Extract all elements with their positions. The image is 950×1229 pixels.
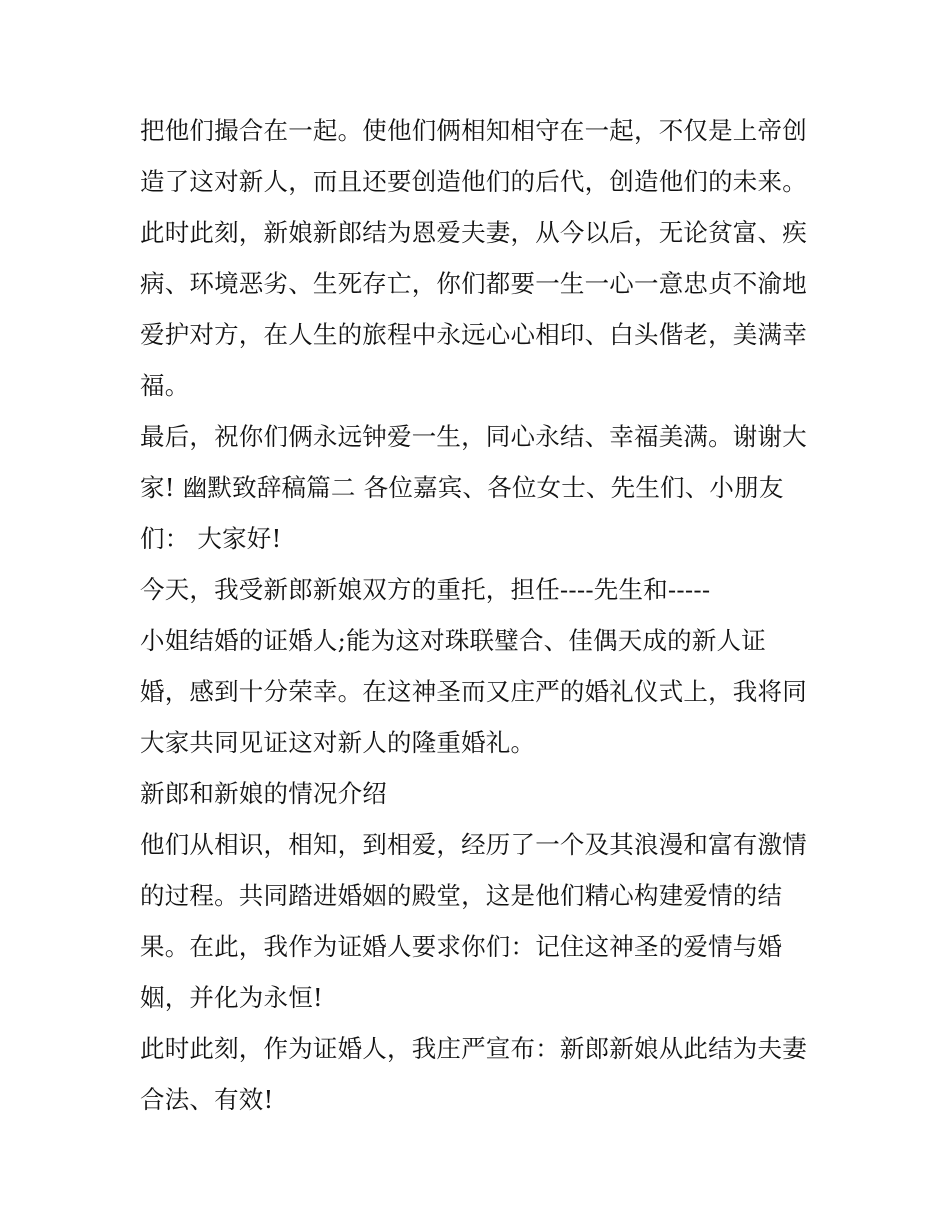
text-line: 果。在此，我作为证婚人要求你们：记住这神圣的爱情与婚 bbox=[140, 932, 783, 961]
text-line: 此时此刻，新娘新郎结为恩爱夫妻，从今以后，无论贫富、疾 bbox=[140, 218, 807, 247]
text-line: 们： 大家好! bbox=[140, 524, 282, 553]
text-line: 病、环境恶劣、生死存亡，你们都要一生一心一意忠贞不渝地 bbox=[140, 269, 807, 298]
text-line: 他们从相识，相知，到相爱，经历了一个及其浪漫和富有激情 bbox=[140, 830, 807, 859]
text-line: 此时此刻，作为证婚人，我庄严宣布：新郎新娘从此结为夫妻 bbox=[140, 1034, 807, 1063]
text-line: 最后，祝你们俩永远钟爱一生，同心永结、幸福美满。谢谢大 bbox=[140, 422, 807, 451]
text-line: 福。 bbox=[140, 371, 190, 400]
text-line: 今天，我受新郎新娘双方的重托，担任----先生和----- bbox=[140, 575, 711, 604]
text-line: 合法、有效! bbox=[140, 1085, 274, 1114]
section-heading: 新郎和新娘的情况介绍 bbox=[140, 779, 387, 808]
text-line: 造了这对新人，而且还要创造他们的后代，创造他们的未来。 bbox=[140, 167, 807, 196]
text-line: 家! 幽默致辞稿篇二 各位嘉宾、各位女士、先生们、小朋友 bbox=[140, 473, 784, 502]
document-body bbox=[140, 105, 820, 1125]
text-line: 姻，并化为永恒! bbox=[140, 983, 323, 1012]
text-line: 婚，感到十分荣幸。在这神圣而又庄严的婚礼仪式上，我将同 bbox=[140, 677, 807, 706]
text-line: 小姐结婚的证婚人;能为这对珠联璧合、佳偶天成的新人证 bbox=[140, 626, 766, 655]
text-line: 大家共同见证这对新人的隆重婚礼。 bbox=[140, 728, 536, 757]
text-line: 爱护对方，在人生的旅程中永远心心相印、白头偕老，美满幸 bbox=[140, 320, 807, 349]
text-line: 把他们撮合在一起。使他们俩相知相守在一起，不仅是上帝创 bbox=[140, 116, 807, 145]
text-line: 的过程。共同踏进婚姻的殿堂，这是他们精心构建爱情的结 bbox=[140, 881, 783, 910]
